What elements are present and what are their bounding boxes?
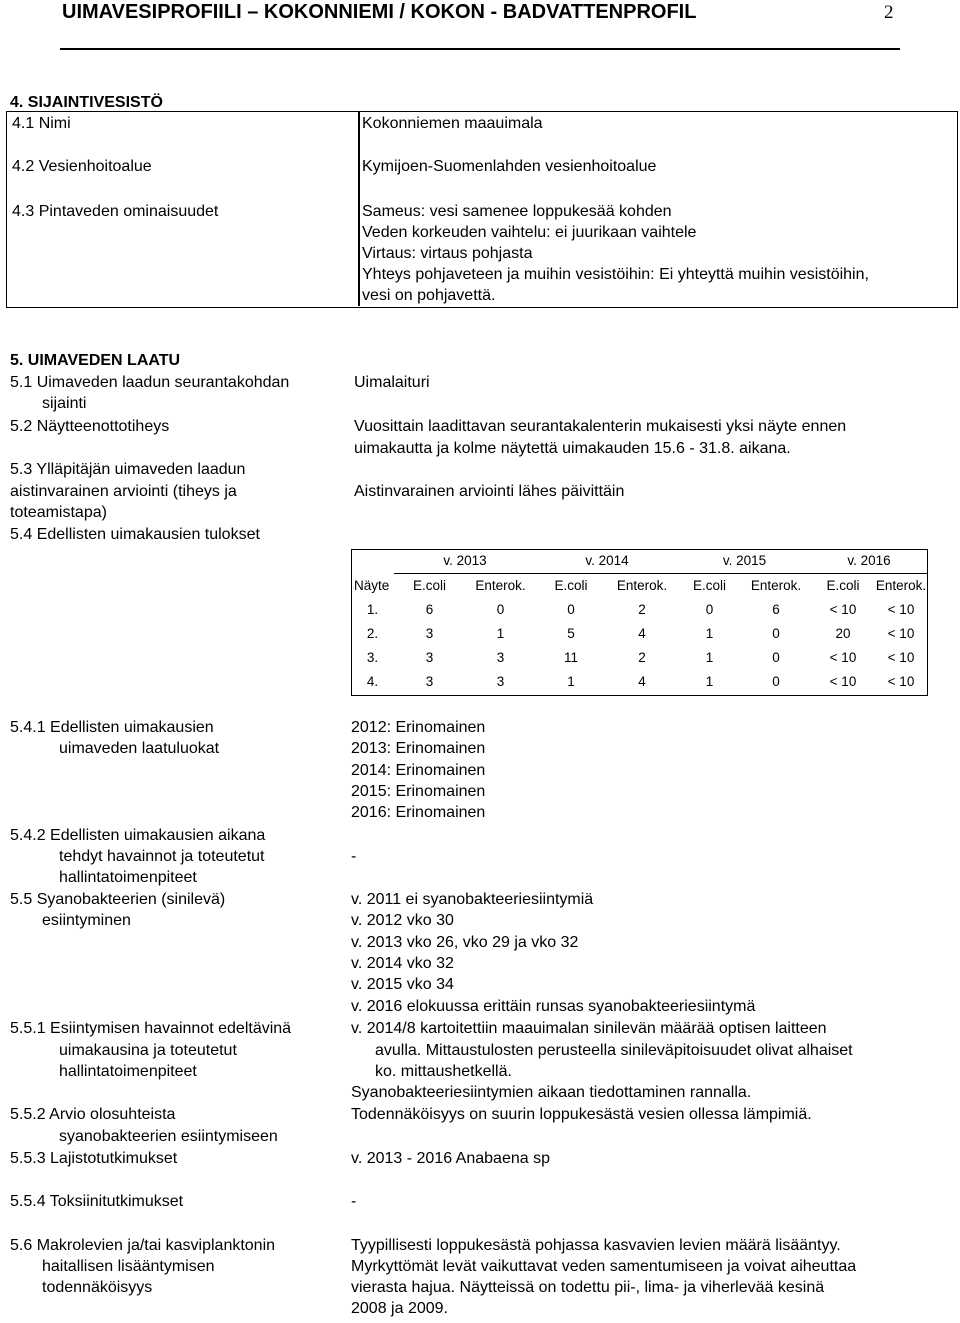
sub-header: E.coli bbox=[826, 578, 860, 593]
cyano-line: v. 2015 vko 34 bbox=[351, 976, 454, 993]
sub-header: E.coli bbox=[554, 578, 588, 593]
label-5-6-cont: haitallisen lisääntymisen bbox=[42, 1258, 215, 1275]
section-4-heading: 4. SIJAINTIVESISTÖ bbox=[10, 94, 163, 111]
table-cell: < 10 bbox=[829, 602, 857, 617]
algae-line: vierasta hajua. Näytteissä on todettu pii-, lima- ja viherlevää kesinä bbox=[351, 1279, 825, 1296]
value-4-3-line: Veden korkeuden vaihtelu: ei juurikaan vaihtele bbox=[362, 224, 697, 241]
label-5-2: 5.2 Näytteenottotiheys bbox=[10, 418, 170, 435]
value-4-3-line: Virtaus: virtaus pohjasta bbox=[362, 245, 533, 262]
observation-line: Syanobakteeriesiintymien aikaan tiedottaminen rannalla. bbox=[351, 1084, 752, 1101]
label-5-5-1: 5.5.1 Esiintymisen havainnot edeltävinä bbox=[10, 1020, 292, 1037]
year-header: v. 2016 bbox=[811, 549, 927, 574]
sub-header: Enterok. bbox=[875, 578, 927, 593]
value-5-3: Aistinvarainen arviointi lähes päivittäin bbox=[354, 483, 625, 500]
algae-line: Myrkyttömät levät vaikuttavat veden samentumiseen ja voivat aiheuttaa bbox=[351, 1258, 857, 1275]
table-cell: 11 bbox=[563, 650, 578, 665]
table-cell: 0 bbox=[772, 650, 780, 665]
label-5-5-2-cont: syanobakteerien esiintymiseen bbox=[59, 1128, 278, 1145]
value-5-1: Uimalaituri bbox=[354, 374, 430, 391]
table-cell: 20 bbox=[835, 626, 851, 641]
page-number: 2 bbox=[884, 2, 894, 23]
table-cell: < 10 bbox=[829, 674, 857, 689]
observation-line: v. 2014/8 kartoitettiin maauimalan sinilevän määrää optisen laitteen bbox=[351, 1020, 827, 1037]
sub-header: E.coli bbox=[692, 578, 726, 593]
table-subheader-row bbox=[351, 574, 927, 599]
section-5-heading: 5. UIMAVEDEN LAATU bbox=[10, 352, 181, 369]
table-cell: 1. bbox=[366, 602, 379, 617]
table-cell: 0 bbox=[772, 626, 780, 641]
label-5-3-cont: toteamistapa) bbox=[10, 504, 107, 521]
label-5-5-2: 5.5.2 Arvio olosuhteista bbox=[10, 1106, 176, 1123]
observation-line: avulla. Mittaustulosten perusteella sinileväpitoisuudet olivat alhaiset bbox=[375, 1042, 853, 1059]
label-5-1-cont: sijainti bbox=[42, 395, 87, 412]
table-cell: < 10 bbox=[887, 674, 915, 689]
label-4-2: 4.2 Vesienhoitoalue bbox=[12, 158, 152, 175]
label-4-1: 4.1 Nimi bbox=[12, 115, 71, 132]
label-5-5: 5.5 Syanobakteerien (sinilevä) bbox=[10, 891, 226, 908]
value-4-3-line: vesi on pohjavettä. bbox=[362, 287, 496, 304]
sample-label: Näyte bbox=[354, 577, 390, 593]
table-year-row bbox=[351, 549, 927, 574]
quality-class-line: 2013: Erinomainen bbox=[351, 740, 486, 757]
value-5-2-line: uimakautta ja kolme näytettä uimakauden 15.6 - 31.8. aikana. bbox=[354, 440, 791, 457]
table-cell: 2 bbox=[638, 650, 646, 665]
table-cell: 3 bbox=[496, 674, 505, 689]
quality-class-line: 2016: Erinomainen bbox=[351, 804, 486, 821]
value-5-2-line: Vuosittain laadittavan seurantakalenterin mukaisesti yksi näyte ennen bbox=[354, 418, 847, 435]
table-cell: 3 bbox=[425, 674, 434, 689]
label-5-5-1-cont: uimakausina ja toteutetut bbox=[59, 1042, 237, 1059]
value-4-1: Kokonniemen maauimala bbox=[362, 115, 543, 132]
cyano-line: v. 2016 elokuussa erittäin runsas syanobakteeriesiintymä bbox=[351, 998, 756, 1015]
label-5-6-cont: todennäköisyys bbox=[42, 1279, 153, 1296]
table-cell: 2. bbox=[366, 626, 379, 641]
table-row bbox=[351, 622, 927, 646]
value-5-5-4: - bbox=[351, 1193, 357, 1210]
year-header: v. 2015 bbox=[678, 549, 811, 574]
value-4-2: Kymijoen-Suomenlahden vesienhoitoalue bbox=[362, 158, 657, 175]
table-cell: < 10 bbox=[887, 626, 915, 641]
table-cell: 3 bbox=[496, 650, 505, 665]
table-cell: < 10 bbox=[829, 650, 857, 665]
label-5-4-2-cont: tehdyt havainnot ja toteutetut bbox=[59, 848, 265, 865]
table-row bbox=[351, 670, 927, 694]
table-cell: 1 bbox=[705, 650, 714, 665]
label-5-6: 5.6 Makrolevien ja/tai kasviplanktonin bbox=[10, 1237, 276, 1254]
table-cell: 0 bbox=[772, 674, 780, 689]
table-row bbox=[351, 646, 927, 670]
label-5-1: 5.1 Uimaveden laadun seurantakohdan bbox=[10, 374, 290, 391]
value-4-3-line: Sameus: vesi samenee loppukesää kohden bbox=[362, 203, 672, 220]
value-4-3-line: Yhteys pohjaveteen ja muihin vesistöihin: Ei yhteyttä muihin vesistöihin, bbox=[362, 266, 869, 283]
table-cell: 1 bbox=[705, 674, 714, 689]
label-5-5-cont: esiintyminen bbox=[42, 912, 131, 929]
sub-header: Enterok. bbox=[475, 578, 526, 593]
cyano-line: v. 2011 ei syanobakteeriesiintymiä bbox=[351, 891, 594, 908]
label-5-3: 5.3 Ylläpitäjän uimaveden laadun bbox=[10, 461, 246, 478]
algae-line: Tyypillisesti loppukesästä pohjassa kasvavien levien määrä lisääntyy. bbox=[351, 1237, 841, 1254]
cyano-line: v. 2013 vko 26, vko 29 ja vko 32 bbox=[351, 934, 579, 951]
label-5-4-1-cont: uimaveden laatuluokat bbox=[59, 740, 220, 757]
value-5-4-2: - bbox=[351, 848, 357, 865]
quality-class-line: 2015: Erinomainen bbox=[351, 783, 486, 800]
observation-line: ko. mittaushetkellä. bbox=[375, 1063, 512, 1080]
table-cell: 1 bbox=[496, 626, 505, 641]
section-4-divider bbox=[358, 112, 360, 306]
cyano-line: v. 2014 vko 32 bbox=[351, 955, 454, 972]
sub-header: Enterok. bbox=[616, 578, 668, 593]
table-cell: 0 bbox=[567, 602, 575, 617]
year-header: v. 2014 bbox=[536, 549, 678, 574]
sub-header: Enterok. bbox=[750, 578, 802, 593]
table-cell: 6 bbox=[772, 602, 780, 617]
label-5-5-3: 5.5.3 Lajistotutkimukset bbox=[10, 1150, 178, 1167]
table-cell: 3 bbox=[425, 650, 434, 665]
value-5-5-2: Todennäköisyys on suurin loppukesästä vesien ollessa lämpimiä. bbox=[351, 1106, 812, 1123]
cyano-line: v. 2012 vko 30 bbox=[351, 912, 454, 929]
table-cell: 4 bbox=[638, 626, 646, 641]
label-5-3-cont: aistinvarainen arviointi (tiheys ja bbox=[10, 483, 237, 500]
table-cell: 4. bbox=[366, 674, 379, 689]
header-rule bbox=[60, 48, 900, 50]
quality-class-line: 2012: Erinomainen bbox=[351, 719, 486, 736]
quality-class-line: 2014: Erinomainen bbox=[351, 762, 486, 779]
label-5-4-2-cont: hallintatoimenpiteet bbox=[59, 869, 197, 886]
table-cell: < 10 bbox=[887, 602, 915, 617]
table-cell: 0 bbox=[705, 602, 714, 617]
value-5-5-3: v. 2013 - 2016 Anabaena sp bbox=[351, 1150, 550, 1167]
sub-header: E.coli bbox=[412, 578, 446, 593]
table-cell: 6 bbox=[425, 602, 434, 617]
algae-line: 2008 ja 2009. bbox=[351, 1300, 448, 1317]
label-5-4: 5.4 Edellisten uimakausien tulokset bbox=[10, 526, 260, 543]
table-cell: 2 bbox=[638, 602, 646, 617]
year-header: v. 2013 bbox=[394, 549, 536, 574]
table-cell: 3. bbox=[366, 650, 379, 665]
table-cell: 1 bbox=[567, 674, 575, 689]
label-5-4-2: 5.4.2 Edellisten uimakausien aikana bbox=[10, 827, 266, 844]
label-4-3: 4.3 Pintaveden ominaisuudet bbox=[12, 203, 219, 220]
label-5-5-1-cont: hallintatoimenpiteet bbox=[59, 1063, 197, 1080]
table-cell: 3 bbox=[425, 626, 434, 641]
label-5-5-4: 5.5.4 Toksiinitutkimukset bbox=[10, 1193, 184, 1210]
table-row bbox=[351, 598, 927, 622]
table-cell: 0 bbox=[496, 602, 505, 617]
results-table bbox=[351, 549, 927, 694]
label-5-4-1: 5.4.1 Edellisten uimakausien bbox=[10, 719, 214, 736]
table-cell: 4 bbox=[638, 674, 646, 689]
table-cell: < 10 bbox=[887, 650, 915, 665]
table-cell: 1 bbox=[705, 626, 714, 641]
table-cell: 5 bbox=[567, 626, 575, 641]
document-title: UIMAVESIPROFIILI – KOKONNIEMI / KOKON - BADVATTENPROFIL bbox=[62, 1, 697, 23]
